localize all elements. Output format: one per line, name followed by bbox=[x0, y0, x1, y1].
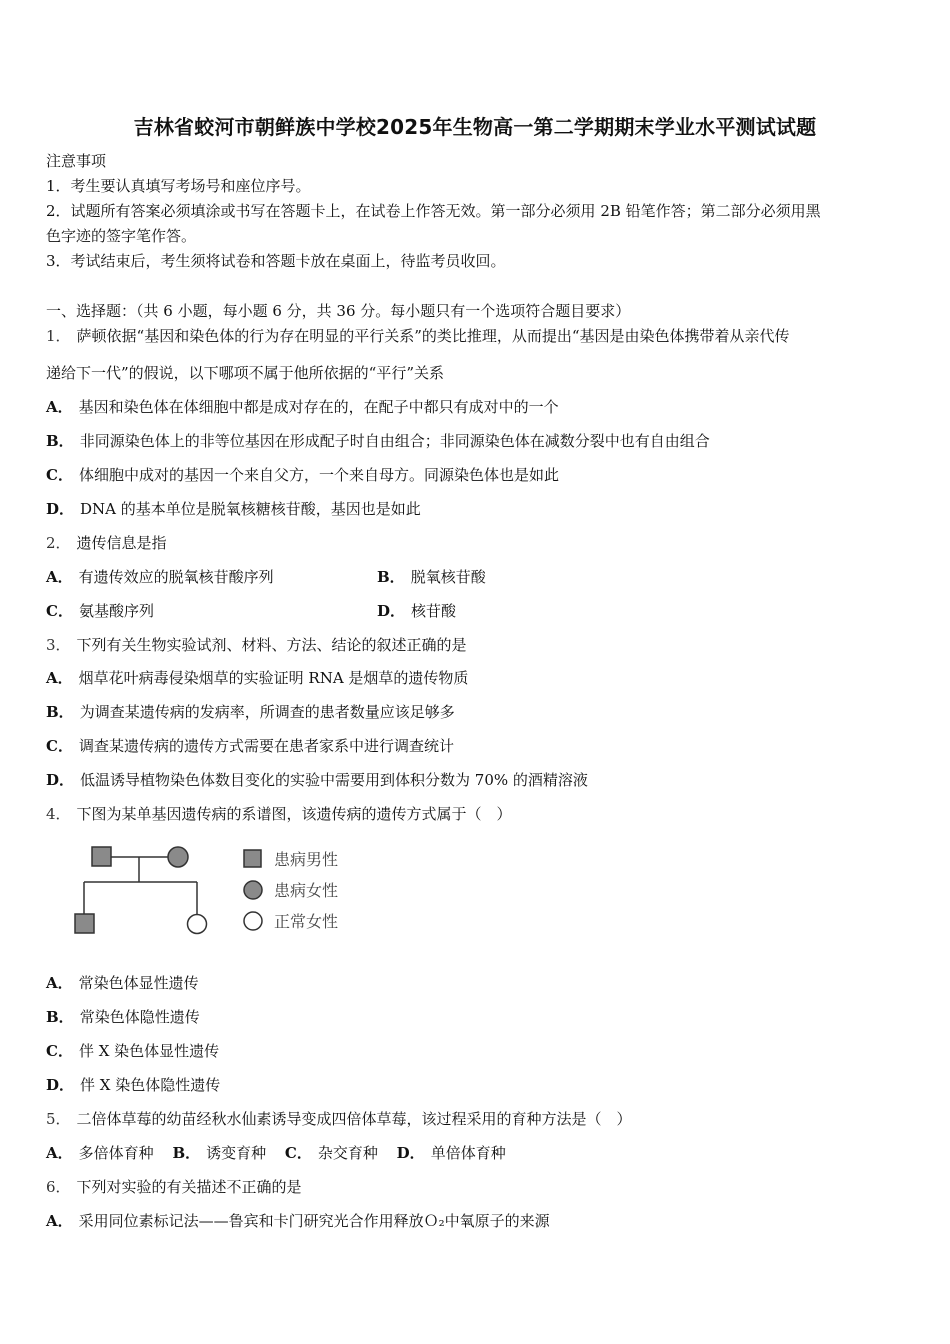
question-5-stem bbox=[46, 1109, 632, 1129]
option-text: 诱变育种 bbox=[206, 1144, 267, 1162]
option-text: 伴 X 染色体隐性遗传 bbox=[80, 1076, 221, 1094]
option-label: C． bbox=[46, 737, 73, 755]
option-label: A． bbox=[46, 568, 73, 586]
q3-option-a bbox=[46, 668, 468, 688]
option-text: 杂交育种 bbox=[317, 1144, 378, 1162]
q5-option-b bbox=[172, 1144, 266, 1162]
q6-option-a bbox=[46, 1211, 550, 1231]
question-6-stem bbox=[46, 1177, 302, 1197]
q4-option-d bbox=[46, 1075, 220, 1095]
section-heading: 一、选择题：（共 6 小题，每小题 6 分，共 36 分。每小题只有一个选项符合题目要求） bbox=[46, 302, 631, 320]
question-1-stem bbox=[46, 326, 790, 346]
option-text: 脱氧核苷酸 bbox=[410, 568, 486, 586]
option-text: 常染色体隐性遗传 bbox=[79, 1008, 200, 1026]
option-text: 常染色体显性遗传 bbox=[78, 974, 199, 992]
notice-item: 1．考生要认真填写考场号和座位序号。 bbox=[46, 177, 311, 195]
question-stem-text: 下图为某单基因遗传病的系谱图，该遗传病的遗传方式属于（ ） bbox=[76, 805, 512, 823]
option-label: A． bbox=[46, 1212, 73, 1230]
q3-option-d bbox=[46, 770, 588, 790]
option-label: D． bbox=[396, 1144, 425, 1162]
question-2-stem bbox=[46, 533, 167, 553]
option-label: B． bbox=[377, 568, 405, 586]
legend-normal-female: 正常女性 bbox=[274, 912, 339, 931]
option-text: 低温诱导植物染色体数目变化的实验中需要用到体积分数为 70% 的酒精溶液 bbox=[80, 771, 588, 789]
q2-option-c bbox=[46, 601, 154, 621]
option-label: B． bbox=[46, 432, 74, 450]
q3-option-b bbox=[46, 702, 455, 722]
q1-option-c bbox=[46, 465, 559, 485]
notice-heading: 注意事项 bbox=[46, 152, 107, 170]
q1-option-b bbox=[46, 431, 710, 451]
option-label: A． bbox=[46, 398, 73, 416]
notice-item: 3．考试结束后，考生须将试卷和答题卡放在桌面上，待监考员收回。 bbox=[46, 252, 506, 270]
question-number: 6． bbox=[46, 1178, 71, 1196]
notice-item: 色字迹的签字笔作答。 bbox=[46, 227, 197, 245]
q2-option-d bbox=[377, 601, 456, 621]
question-4-stem bbox=[46, 804, 512, 824]
option-text: 伴 X 染色体显性遗传 bbox=[78, 1042, 220, 1060]
q4-option-b bbox=[46, 1007, 200, 1027]
option-label: D． bbox=[377, 602, 406, 620]
option-label: A． bbox=[46, 669, 73, 687]
option-text: 体细胞中成对的基因一个来自父方，一个来自母方。同源染色体也是如此 bbox=[78, 466, 559, 484]
question-1-stem-cont: 递给下一代”的假说，以下哪项不属于他所依据的“平行”关系 bbox=[46, 364, 445, 382]
option-text: 核苷酸 bbox=[411, 602, 457, 620]
question-number: 5． bbox=[46, 1110, 71, 1128]
option-text: 多倍体育种 bbox=[78, 1144, 154, 1162]
pedigree-chart bbox=[68, 838, 368, 948]
legend-affected-male-icon bbox=[244, 850, 261, 867]
q4-option-a bbox=[46, 973, 199, 993]
option-label: B． bbox=[46, 1008, 74, 1026]
option-text: 非同源染色体上的非等位基因在形成配子时自由组合；非同源染色体在减数分裂中也有自由组合 bbox=[79, 432, 710, 450]
option-text: 调查某遗传病的遗传方式需要在患者家系中进行调查统计 bbox=[78, 737, 454, 755]
legend-affected-female: 患病女性 bbox=[274, 881, 339, 900]
q4-option-c bbox=[46, 1041, 219, 1061]
notice-item: 2．试题所有答案必须填涂或书写在答题卡上，在试卷上作答无效。第一部分必须用 2B 铅笔作答；第二部分必须用黑 bbox=[46, 202, 821, 220]
legend-affected-male: 患病男性 bbox=[274, 850, 339, 869]
q5-option-a bbox=[46, 1144, 154, 1162]
option-label: D． bbox=[46, 1076, 75, 1094]
q5-option-c bbox=[285, 1144, 378, 1162]
option-text: 单倍体育种 bbox=[430, 1144, 506, 1162]
option-text: 为调查某遗传病的发病率，所调查的患者数量应该足够多 bbox=[79, 703, 455, 721]
q2-option-b bbox=[377, 567, 486, 587]
option-label: C． bbox=[46, 602, 73, 620]
option-text: DNA 的基本单位是脱氧核糖核苷酸，基因也是如此 bbox=[80, 500, 421, 518]
option-text: 有遗传效应的脱氧核苷酸序列 bbox=[78, 568, 274, 586]
affected-father-symbol bbox=[92, 847, 111, 866]
option-label: B． bbox=[172, 1144, 201, 1162]
q1-option-a bbox=[46, 397, 559, 417]
question-number: 4． bbox=[46, 805, 71, 823]
legend-normal-female-icon bbox=[244, 912, 262, 930]
affected-mother-symbol bbox=[168, 847, 188, 867]
q5-options-row bbox=[46, 1143, 520, 1163]
question-stem-text: 二倍体草莓的幼苗经秋水仙素诱导变成四倍体草莓，该过程采用的育种方法是（ ） bbox=[76, 1110, 632, 1128]
question-stem-text: 遗传信息是指 bbox=[76, 534, 167, 552]
question-number: 1． bbox=[46, 327, 71, 345]
option-text: 烟草花叶病毒侵染烟草的实验证明 RNA 是烟草的遗传物质 bbox=[78, 669, 469, 687]
option-label: A． bbox=[46, 1144, 73, 1162]
question-stem-text: 下列对实验的有关描述不正确的是 bbox=[76, 1178, 302, 1196]
option-label: A． bbox=[46, 974, 73, 992]
option-label: D． bbox=[46, 771, 75, 789]
normal-daughter-symbol bbox=[188, 915, 207, 934]
question-number: 3． bbox=[46, 636, 71, 654]
affected-son-symbol bbox=[75, 914, 94, 933]
option-text: 采用同位素标记法——鲁宾和卡门研究光合作用释放Ｏ₂中氧原子的来源 bbox=[78, 1212, 550, 1230]
page-title: 吉林省蛟河市朝鲜族中学校2025年生物高一第二学期期末学业水平测试试题 bbox=[133, 115, 817, 139]
question-number: 2． bbox=[46, 534, 71, 552]
legend-affected-female-icon bbox=[244, 881, 262, 899]
q1-option-d bbox=[46, 499, 421, 519]
option-label: C． bbox=[46, 466, 73, 484]
q5-option-d bbox=[397, 1144, 506, 1162]
question-3-stem bbox=[46, 635, 467, 655]
option-label: B． bbox=[46, 703, 74, 721]
option-label: D． bbox=[46, 500, 75, 518]
option-text: 氨基酸序列 bbox=[78, 602, 154, 620]
q3-option-c bbox=[46, 736, 454, 756]
option-text: 基因和染色体在体细胞中都是成对存在的，在配子中都只有成对中的一个 bbox=[78, 398, 559, 416]
question-stem-text: 下列有关生物实验试剂、材料、方法、结论的叙述正确的是 bbox=[76, 636, 467, 654]
option-label: C． bbox=[284, 1144, 312, 1162]
option-label: C． bbox=[46, 1042, 73, 1060]
question-stem-text: 萨顿依据“基因和染色体的行为存在明显的平行关系”的类比推理，从而提出“基因是由染色体携带着从亲代传 bbox=[76, 327, 790, 345]
q2-option-a bbox=[46, 567, 274, 587]
